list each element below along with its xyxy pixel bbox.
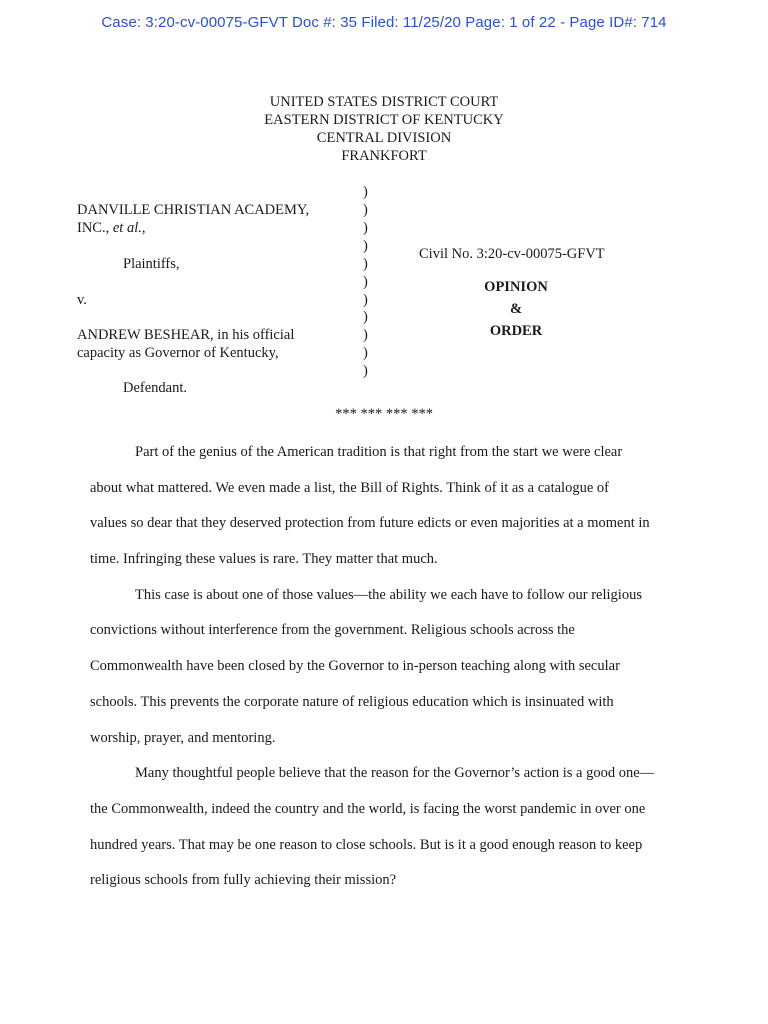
order-title: ORDER bbox=[489, 323, 543, 339]
paragraph-3-line: the Commonwealth, indeed the country and the world, is facing the worst pandemic in over one bbox=[90, 801, 646, 817]
paragraph-3-line: religious schools from fully achieving their mission? bbox=[90, 872, 397, 888]
caption-paren: ) bbox=[363, 256, 368, 272]
district-name: EASTERN DISTRICT OF KENTUCKY bbox=[264, 112, 504, 128]
caption-paren: ) bbox=[363, 327, 368, 343]
versus-text: v. bbox=[77, 292, 87, 308]
paragraph-2-line: This case is about one of those values—the ability we each have to follow our religious bbox=[135, 587, 642, 603]
paragraph-2-line: Commonwealth have been closed by the Governor to in-person teaching along with secular bbox=[90, 658, 620, 674]
caption-paren: ) bbox=[363, 202, 368, 218]
case-header-stamp: Case: 3:20-cv-00075-GFVT Doc #: 35 Filed: 11/25/20 Page: 1 of 22 - Page ID#: 714 bbox=[101, 14, 667, 31]
paragraph-2-line: convictions without interference from the government. Religious schools across the bbox=[90, 622, 575, 638]
defendant-name-line1: ANDREW BESHEAR, in his official bbox=[77, 327, 295, 343]
city-name: FRANKFORT bbox=[341, 148, 427, 164]
defendant-name-line2: capacity as Governor of Kentucky, bbox=[77, 345, 279, 361]
paragraph-1-line: Part of the genius of the American tradition is that right from the start we were clear bbox=[135, 444, 623, 460]
division-name: CENTRAL DIVISION bbox=[316, 130, 452, 146]
paragraph-2-line: schools. This prevents the corporate nature of religious education which is insinuated with bbox=[90, 694, 614, 710]
paragraph-3-line: hundred years. That may be one reason to close schools. But is it a good enough reason to keep bbox=[90, 837, 643, 853]
ampersand-title: & bbox=[509, 301, 523, 317]
opinion-title: OPINION bbox=[484, 279, 548, 295]
paragraph-1-line: values so dear that they deserved protection from future edicts or even majorities at a moment in bbox=[90, 515, 650, 531]
paragraph-2-line: worship, prayer, and mentoring. bbox=[90, 730, 276, 746]
paragraph-1-line: time. Infringing these values is rare. They matter that much. bbox=[90, 551, 438, 567]
caption-paren: ) bbox=[363, 345, 368, 361]
caption-paren: ) bbox=[363, 309, 368, 325]
caption-paren: ) bbox=[363, 184, 368, 200]
civil-number: Civil No. 3:20-cv-00075-GFVT bbox=[419, 246, 605, 262]
caption-paren: ) bbox=[363, 238, 368, 254]
defendant-label: Defendant. bbox=[123, 380, 188, 396]
plaintiff-name-line1: DANVILLE CHRISTIAN ACADEMY, bbox=[77, 202, 310, 218]
paragraph-3-line: Many thoughtful people believe that the reason for the Governor’s action is a good one— bbox=[135, 765, 655, 781]
caption-paren: ) bbox=[363, 363, 368, 379]
court-name: UNITED STATES DISTRICT COURT bbox=[269, 94, 499, 110]
plaintiff-name-line2: INC., et al., bbox=[77, 220, 146, 236]
paragraph-1-line: about what mattered. We even made a list, the Bill of Rights. Think of it as a catalogue of bbox=[90, 480, 609, 496]
caption-paren: ) bbox=[363, 274, 368, 290]
et-al-text: et al. bbox=[112, 220, 142, 236]
section-separator: *** *** *** *** bbox=[335, 406, 433, 422]
plaintiffs-label: Plaintiffs, bbox=[123, 256, 180, 272]
caption-paren: ) bbox=[363, 220, 368, 236]
caption-paren: ) bbox=[363, 292, 368, 308]
